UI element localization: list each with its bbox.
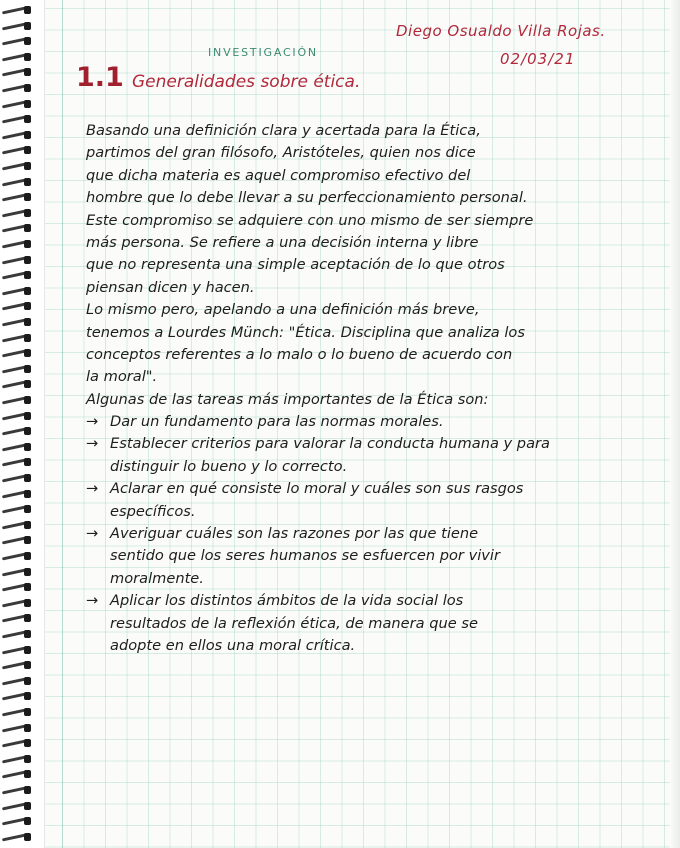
spiral-ring: [2, 646, 32, 655]
task-line: adopte en ellos una moral crítica.: [110, 637, 356, 654]
task-item: [86, 411, 638, 433]
task-line: Aclarar en qué consiste lo moral y cuáles son sus rasgos: [110, 480, 524, 498]
spiral-ring: [2, 755, 32, 764]
task-item: [86, 590, 638, 657]
task-line: específicos.: [110, 502, 196, 520]
spiral-ring: [2, 256, 32, 265]
spiral-ring: [2, 739, 32, 748]
task-line: distinguir lo bueno y lo correcto.: [110, 457, 348, 475]
task-line: sentido que los seres humanos se esfuercen por vivir: [110, 547, 500, 565]
spiral-ring: [2, 365, 32, 374]
author-name: Diego Osualdo Villa Rojas.: [396, 22, 606, 40]
margin-line: [62, 0, 63, 848]
task-line: Averiguar cuáles son las razones por las que tiene: [110, 525, 479, 543]
arrow-right-icon: →: [86, 592, 99, 610]
spiral-ring: [2, 802, 32, 811]
spiral-ring: [2, 6, 32, 15]
date: 02/03/21: [500, 50, 576, 68]
spiral-ring: [2, 302, 32, 311]
spiral-ring: [2, 833, 32, 842]
spiral-ring: [2, 661, 32, 670]
text-line: que no representa una simple aceptación de lo que otros: [86, 256, 505, 274]
task-line: moralmente.: [110, 569, 204, 587]
spiral-ring: [2, 209, 32, 218]
spiral-ring: [2, 505, 32, 514]
task-line: resultados de la reflexión ética, de manera que se: [110, 614, 478, 632]
spiral-ring: [2, 677, 32, 686]
task-item: [86, 523, 638, 590]
spiral-ring: [2, 178, 32, 187]
spiral-ring: [2, 817, 32, 826]
text-line: que dicha materia es aquel compromiso efectivo del: [86, 166, 471, 184]
spiral-binding-icon: [0, 0, 45, 848]
task-item: [86, 433, 638, 478]
spiral-ring: [2, 708, 32, 717]
spiral-ring: [2, 630, 32, 639]
spiral-ring: [2, 193, 32, 202]
task-line: Establecer criterios para valorar la conducta humana y para: [110, 435, 550, 453]
spiral-ring: [2, 146, 32, 155]
spiral-ring: [2, 427, 32, 436]
spiral-ring: [2, 349, 32, 358]
spiral-ring: [2, 770, 32, 779]
spiral-ring: [2, 412, 32, 421]
spiral-ring: [2, 100, 32, 109]
spiral-ring: [2, 224, 32, 233]
spiral-ring: [2, 583, 32, 592]
arrow-right-icon: →: [86, 525, 99, 543]
text-line: hombre que lo debe llevar a su perfeccionamiento personal.: [86, 189, 528, 207]
spiral-ring: [2, 334, 32, 343]
text-line: piensan dicen y hacen.: [86, 278, 255, 296]
task-item: [86, 478, 638, 523]
spiral-ring: [2, 536, 32, 545]
text-line: más persona. Se refiere a una decisión interna y libre: [86, 233, 479, 251]
spiral-ring: [2, 724, 32, 733]
spiral-ring: [2, 240, 32, 249]
spiral-ring: [2, 614, 32, 623]
spiral-ring: [2, 271, 32, 280]
text-line: Lo mismo pero, apelando a una definición más breve,: [86, 301, 480, 319]
body-text: [86, 120, 638, 657]
spiral-ring: [2, 37, 32, 46]
spiral-ring: [2, 53, 32, 62]
page-edge: [670, 0, 680, 848]
spiral-ring: [2, 552, 32, 561]
spiral-ring: [2, 443, 32, 452]
task-line: Aplicar los distintos ámbitos de la vida social los: [110, 592, 464, 610]
spiral-ring: [2, 599, 32, 608]
section-label: INVESTIGACIÓN: [208, 46, 318, 59]
spiral-ring: [2, 380, 32, 389]
list-intro: Algunas de las tareas más importantes de la Ética son:: [86, 390, 489, 408]
spiral-ring: [2, 490, 32, 499]
section-number: 1.1: [76, 62, 124, 93]
text-line: Este compromiso se adquiere con uno mismo de ser siempre: [86, 211, 534, 229]
spiral-ring: [2, 162, 32, 171]
task-line: Dar un fundamento para las normas morales.: [110, 413, 444, 431]
section-title: Generalidades sobre ética.: [132, 72, 361, 92]
spiral-ring: [2, 692, 32, 701]
arrow-right-icon: →: [86, 413, 99, 431]
spiral-ring: [2, 22, 32, 31]
spiral-ring: [2, 84, 32, 93]
arrow-right-icon: →: [86, 480, 99, 498]
text-line: tenemos a Lourdes Münch: "Ética. Disciplina que analiza los: [86, 323, 525, 341]
spiral-ring: [2, 287, 32, 296]
text-line: Basando una definición clara y acertada para la Ética,: [86, 122, 481, 139]
arrow-right-icon: →: [86, 435, 99, 453]
spiral-ring: [2, 396, 32, 405]
spiral-ring: [2, 115, 32, 124]
spiral-ring: [2, 68, 32, 77]
spiral-ring: [2, 458, 32, 467]
spiral-ring: [2, 474, 32, 483]
spiral-ring: [2, 131, 32, 140]
spiral-ring: [2, 318, 32, 327]
text-line: la moral".: [86, 368, 158, 386]
text-line: partimos del gran filósofo, Aristóteles, quien nos dice: [86, 144, 476, 162]
spiral-ring: [2, 786, 32, 795]
spiral-ring: [2, 568, 32, 577]
spiral-ring: [2, 521, 32, 530]
text-line: conceptos referentes a lo malo o lo bueno de acuerdo con: [86, 345, 513, 363]
